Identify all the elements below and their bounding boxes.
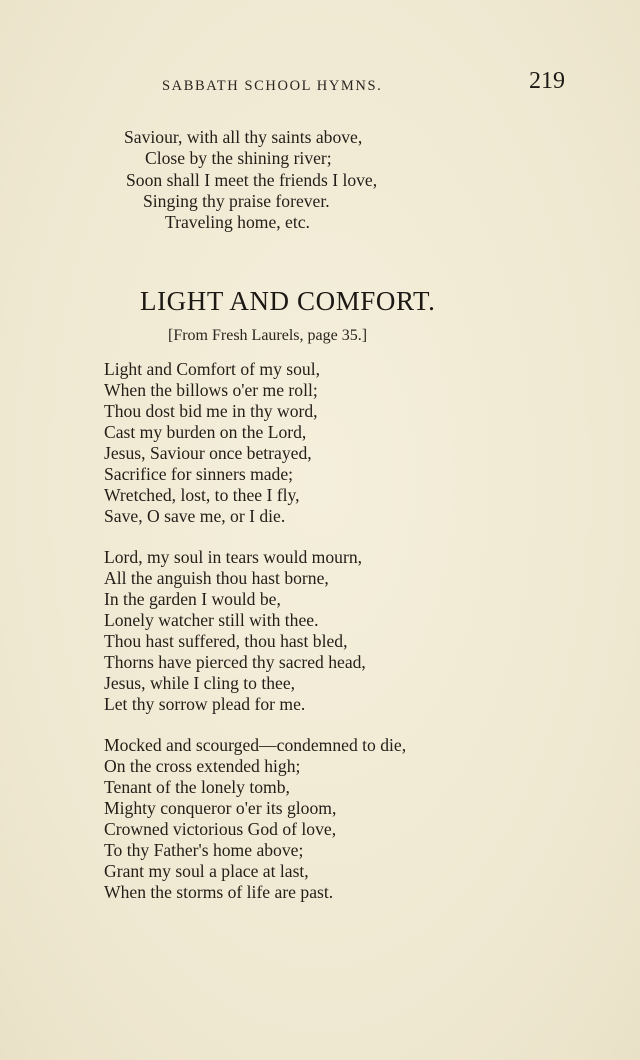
- verse-line: In the garden I would be,: [104, 589, 281, 609]
- verse-line: When the storms of life are past.: [104, 882, 334, 902]
- verse-line: Thou dost bid me in thy word,: [104, 401, 318, 421]
- page-number: 219: [529, 68, 565, 94]
- verse-line: Jesus, Saviour once betrayed,: [104, 443, 312, 463]
- hymn-title: LIGHT AND COMFORT.: [140, 286, 436, 316]
- verse-line: Jesus, while I cling to thee,: [104, 673, 296, 693]
- verse-line: Mighty conqueror o'er its gloom,: [104, 798, 337, 818]
- verse-line: Traveling home, etc.: [165, 212, 310, 232]
- running-head: SABBATH SCHOOL HYMNS.: [162, 78, 383, 94]
- verse-line: Tenant of the lonely tomb,: [104, 777, 290, 797]
- verse-line: Thou hast suffered, thou hast bled,: [104, 631, 348, 651]
- verse-line: Mocked and scourged—condemned to die,: [104, 735, 407, 755]
- verse-line: Singing thy praise forever.: [143, 191, 330, 211]
- verse-line: Cast my burden on the Lord,: [104, 422, 307, 442]
- verse-line: Sacrifice for sinners made;: [104, 464, 294, 484]
- verse-line: Soon shall I meet the friends I love,: [126, 170, 378, 190]
- verse-line: Close by the shining river;: [145, 148, 332, 168]
- hymn-source-note: [From Fresh Laurels, page 35.]: [168, 327, 368, 344]
- verse-line: On the cross extended high;: [104, 756, 301, 776]
- verse-line: When the billows o'er me roll;: [104, 380, 318, 400]
- verse-line: Thorns have pierced thy sacred head,: [104, 652, 366, 672]
- verse-line: Let thy sorrow plead for me.: [104, 694, 306, 714]
- verse-line: Wretched, lost, to thee I fly,: [104, 485, 300, 505]
- verse-line: Save, O save me, or I die.: [104, 506, 286, 526]
- verse-line: Light and Comfort of my soul,: [104, 359, 320, 379]
- verse-line: To thy Father's home above;: [104, 840, 304, 860]
- verse-line: Saviour, with all thy saints above,: [124, 127, 363, 147]
- verse-line: Lord, my soul in tears would mourn,: [104, 547, 363, 567]
- verse-line: All the anguish thou hast borne,: [104, 568, 329, 588]
- verse-line: Grant my soul a place at last,: [104, 861, 309, 881]
- verse-line: Lonely watcher still with thee.: [104, 610, 319, 630]
- verse-line: Crowned victorious God of love,: [104, 819, 337, 839]
